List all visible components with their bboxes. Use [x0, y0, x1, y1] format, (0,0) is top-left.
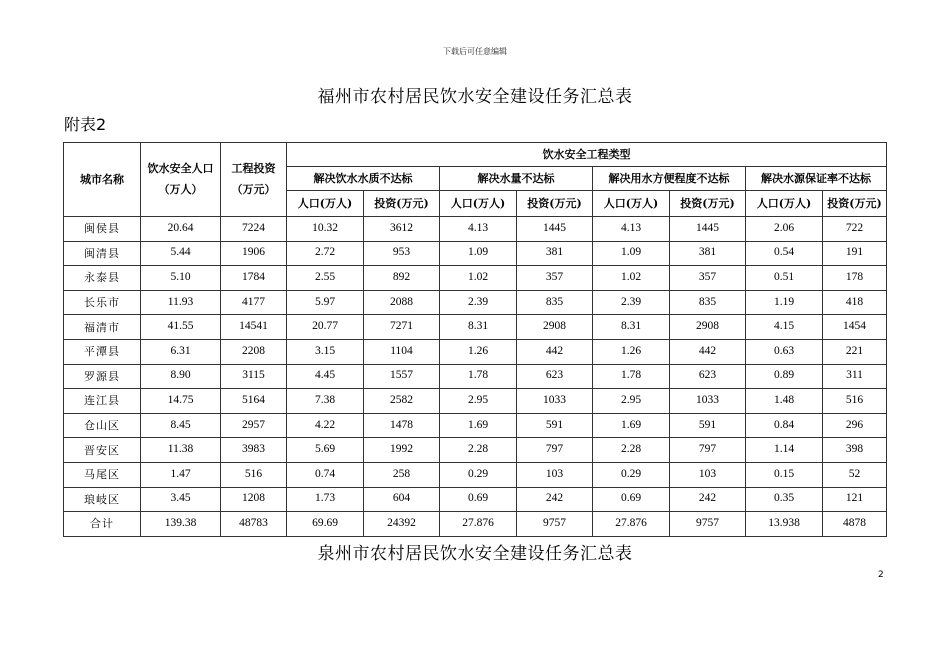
value-cell: 591: [517, 413, 593, 438]
table-row: [64, 413, 887, 438]
value-cell: 242: [670, 487, 746, 512]
value-cell: 623: [670, 364, 746, 389]
value-cell: 7271: [364, 315, 440, 340]
value-cell: 10.32: [287, 217, 364, 242]
value-cell: 2.28: [593, 438, 670, 463]
value-cell: 1.48: [746, 389, 823, 414]
value-cell: 1.19: [746, 290, 823, 315]
value-cell: 2.39: [593, 290, 670, 315]
appendix-label: 附表2: [64, 115, 107, 134]
value-cell: 2908: [517, 315, 593, 340]
value-cell: 1.47: [141, 462, 221, 487]
value-cell: 0.74: [287, 462, 364, 487]
value-cell: 0.84: [746, 413, 823, 438]
subheader-invest: 投资(万元): [823, 191, 887, 217]
value-cell: 8.90: [141, 364, 221, 389]
value-cell: 13.938: [746, 512, 823, 537]
value-cell: 7224: [221, 217, 287, 242]
header-note: 下载后可任意编辑: [443, 47, 507, 56]
value-cell: 14.75: [141, 389, 221, 414]
value-cell: 797: [517, 438, 593, 463]
value-cell: 191: [823, 241, 887, 266]
value-cell: 8.45: [141, 413, 221, 438]
value-cell: 2.28: [440, 438, 517, 463]
value-cell: 4878: [823, 512, 887, 537]
value-cell: 835: [670, 290, 746, 315]
table-row: [64, 487, 887, 512]
subheader-pop: 人口(万人): [593, 191, 670, 217]
value-cell: 1784: [221, 266, 287, 291]
city-name-cell: 罗源县: [64, 364, 141, 389]
value-cell: 8.31: [593, 315, 670, 340]
header-group-convenience: 解决用水方便程度不达标: [593, 167, 746, 191]
value-cell: 5.97: [287, 290, 364, 315]
value-cell: 0.63: [746, 339, 823, 364]
city-name-cell: 琅岐区: [64, 487, 141, 512]
value-cell: 1906: [221, 241, 287, 266]
value-cell: 418: [823, 290, 887, 315]
value-cell: 9757: [517, 512, 593, 537]
value-cell: 14541: [221, 315, 287, 340]
value-cell: 1.26: [593, 339, 670, 364]
header-group-quality: 解决饮水水质不达标: [287, 167, 440, 191]
value-cell: 296: [823, 413, 887, 438]
value-cell: 722: [823, 217, 887, 242]
value-cell: 27.876: [593, 512, 670, 537]
value-cell: 623: [517, 364, 593, 389]
summary-table: [63, 142, 887, 537]
value-cell: 5.69: [287, 438, 364, 463]
value-cell: 20.77: [287, 315, 364, 340]
value-cell: 2088: [364, 290, 440, 315]
value-cell: 953: [364, 241, 440, 266]
value-cell: 0.89: [746, 364, 823, 389]
value-cell: 221: [823, 339, 887, 364]
value-cell: 4.13: [440, 217, 517, 242]
header-investment-line2: （万元）: [231, 182, 276, 196]
header-group-quantity: 解决水量不达标: [440, 167, 593, 191]
value-cell: 178: [823, 266, 887, 291]
table-row: [64, 512, 887, 537]
header-investment-line1: 工程投资: [231, 161, 276, 175]
table-row: [64, 364, 887, 389]
value-cell: 0.69: [440, 487, 517, 512]
subheader-invest: 投资(万元): [517, 191, 593, 217]
value-cell: 8.31: [440, 315, 517, 340]
table-row: [64, 315, 887, 340]
table-row: [64, 339, 887, 364]
value-cell: 2.39: [440, 290, 517, 315]
city-name-cell: 永泰县: [64, 266, 141, 291]
table-row: [64, 266, 887, 291]
value-cell: 1.78: [593, 364, 670, 389]
table-body: [64, 217, 887, 537]
value-cell: 4.45: [287, 364, 364, 389]
city-name-cell: 仓山区: [64, 413, 141, 438]
table-row: [64, 462, 887, 487]
value-cell: 103: [670, 462, 746, 487]
value-cell: 1557: [364, 364, 440, 389]
value-cell: 4177: [221, 290, 287, 315]
value-cell: 442: [670, 339, 746, 364]
value-cell: 1.02: [593, 266, 670, 291]
value-cell: 2908: [670, 315, 746, 340]
value-cell: 3983: [221, 438, 287, 463]
header-population-line1: 饮水安全人口: [147, 161, 214, 175]
value-cell: 797: [670, 438, 746, 463]
table-row: [64, 389, 887, 414]
value-cell: 4.13: [593, 217, 670, 242]
subheader-invest: 投资(万元): [364, 191, 440, 217]
value-cell: 381: [670, 241, 746, 266]
value-cell: 11.38: [141, 438, 221, 463]
value-cell: 0.29: [593, 462, 670, 487]
header-population-line2: （万人）: [158, 182, 203, 196]
value-cell: 5.44: [141, 241, 221, 266]
value-cell: 1208: [221, 487, 287, 512]
header-city: 城市名称: [64, 143, 141, 217]
value-cell: 1.26: [440, 339, 517, 364]
value-cell: 1.14: [746, 438, 823, 463]
value-cell: 0.15: [746, 462, 823, 487]
value-cell: 139.38: [141, 512, 221, 537]
city-name-cell: 闽清县: [64, 241, 141, 266]
value-cell: 258: [364, 462, 440, 487]
value-cell: 48783: [221, 512, 287, 537]
header-group-source: 解决水源保证率不达标: [746, 167, 887, 191]
value-cell: 1033: [670, 389, 746, 414]
value-cell: 0.35: [746, 487, 823, 512]
value-cell: 5164: [221, 389, 287, 414]
value-cell: 357: [670, 266, 746, 291]
value-cell: 242: [517, 487, 593, 512]
header-population: [141, 143, 221, 217]
value-cell: 357: [517, 266, 593, 291]
value-cell: 20.64: [141, 217, 221, 242]
value-cell: 2957: [221, 413, 287, 438]
value-cell: 41.55: [141, 315, 221, 340]
value-cell: 398: [823, 438, 887, 463]
table-row: [64, 217, 887, 242]
value-cell: 604: [364, 487, 440, 512]
value-cell: 2.72: [287, 241, 364, 266]
value-cell: 591: [670, 413, 746, 438]
value-cell: 2.95: [440, 389, 517, 414]
page-number: 2: [878, 570, 884, 580]
value-cell: 835: [517, 290, 593, 315]
value-cell: 1.69: [440, 413, 517, 438]
value-cell: 2.95: [593, 389, 670, 414]
next-table-title: 泉州市农村居民饮水安全建设任务汇总表: [317, 544, 633, 564]
value-cell: 11.93: [141, 290, 221, 315]
header-investment: [221, 143, 287, 217]
value-cell: 0.69: [593, 487, 670, 512]
value-cell: 6.31: [141, 339, 221, 364]
header-project-type: 饮水安全工程类型: [287, 143, 887, 167]
value-cell: 1.69: [593, 413, 670, 438]
value-cell: 311: [823, 364, 887, 389]
value-cell: 121: [823, 487, 887, 512]
city-name-cell: 晋安区: [64, 438, 141, 463]
value-cell: 516: [823, 389, 887, 414]
value-cell: 1445: [670, 217, 746, 242]
value-cell: 3115: [221, 364, 287, 389]
value-cell: 3.15: [287, 339, 364, 364]
value-cell: 103: [517, 462, 593, 487]
city-name-cell: 福清市: [64, 315, 141, 340]
value-cell: 24392: [364, 512, 440, 537]
table-row: [64, 241, 887, 266]
value-cell: 442: [517, 339, 593, 364]
value-cell: 0.51: [746, 266, 823, 291]
subheader-pop: 人口(万人): [440, 191, 517, 217]
value-cell: 1478: [364, 413, 440, 438]
value-cell: 27.876: [440, 512, 517, 537]
value-cell: 2582: [364, 389, 440, 414]
value-cell: 69.69: [287, 512, 364, 537]
city-name-cell: 合计: [64, 512, 141, 537]
value-cell: 2.06: [746, 217, 823, 242]
table-row: [64, 438, 887, 463]
value-cell: 381: [517, 241, 593, 266]
value-cell: 3.45: [141, 487, 221, 512]
value-cell: 52: [823, 462, 887, 487]
city-name-cell: 连江县: [64, 389, 141, 414]
page-title: 福州市农村居民饮水安全建设任务汇总表: [317, 87, 633, 107]
value-cell: 4.22: [287, 413, 364, 438]
value-cell: 2208: [221, 339, 287, 364]
city-name-cell: 马尾区: [64, 462, 141, 487]
value-cell: 1.73: [287, 487, 364, 512]
value-cell: 1104: [364, 339, 440, 364]
city-name-cell: 长乐市: [64, 290, 141, 315]
city-name-cell: 平潭县: [64, 339, 141, 364]
value-cell: 892: [364, 266, 440, 291]
subheader-pop: 人口(万人): [287, 191, 364, 217]
subheader-invest: 投资(万元): [670, 191, 746, 217]
value-cell: 516: [221, 462, 287, 487]
value-cell: 1.09: [440, 241, 517, 266]
value-cell: 1033: [517, 389, 593, 414]
value-cell: 7.38: [287, 389, 364, 414]
city-name-cell: 闽侯县: [64, 217, 141, 242]
subheader-pop: 人口(万人): [746, 191, 823, 217]
value-cell: 1992: [364, 438, 440, 463]
value-cell: 5.10: [141, 266, 221, 291]
value-cell: 1445: [517, 217, 593, 242]
table-row: [64, 290, 887, 315]
value-cell: 0.54: [746, 241, 823, 266]
value-cell: 1.02: [440, 266, 517, 291]
value-cell: 2.55: [287, 266, 364, 291]
value-cell: 1454: [823, 315, 887, 340]
value-cell: 0.29: [440, 462, 517, 487]
value-cell: 1.09: [593, 241, 670, 266]
value-cell: 9757: [670, 512, 746, 537]
value-cell: 4.15: [746, 315, 823, 340]
value-cell: 3612: [364, 217, 440, 242]
value-cell: 1.78: [440, 364, 517, 389]
